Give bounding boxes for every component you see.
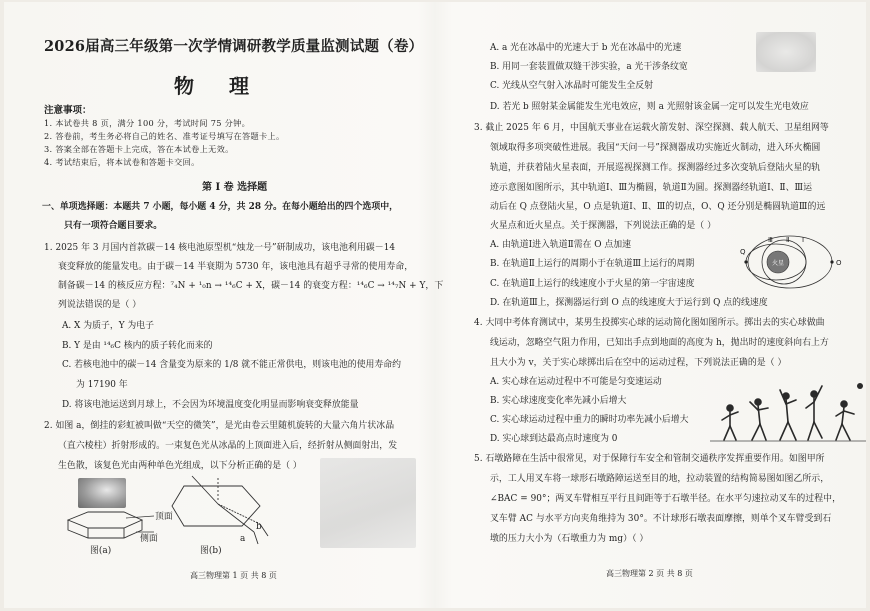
section-instruction: 只有一项符合题目要求。 [64,221,163,231]
planet-label: 火星 [772,260,785,267]
q3-stem: 轨道，并获着陆火星表面，开展巡视探测工作。探测器经过多次变轨后登陆火星的轨 [490,163,821,173]
orbit-diagram [740,230,858,296]
orbit-3-label: Ⅲ [768,236,773,244]
page-footer-left: 高三物理第 1 页 共 8 页 [190,571,277,580]
shot-put-figure [710,378,866,446]
point-q-label: Q [740,248,746,256]
q4-option-b[interactable]: B. 实心球速度变化率先减小后增大 [490,396,627,406]
right-column [444,2,866,608]
q4-option-a[interactable]: A. 实心球在运动过程中不可能是匀变速运动 [490,377,662,387]
q4-option-c[interactable]: C. 实心球运动过程中重力的瞬时功率先减小后增大 [490,415,689,425]
q1-option-c-cont: 为 17190 年 [76,380,128,390]
q3-stem: 动后在 Q 点登陆火星，O 点是轨道Ⅰ、Ⅱ、Ⅲ的切点，O、Q 还分别是椭圆轨道Ⅲ的远 [490,202,826,212]
q3-stem: 迹示意图如图所示，其中轨道Ⅰ、Ⅲ为椭圆，轨道Ⅱ为圆。探测器经轨道Ⅰ、Ⅱ、Ⅲ运 [490,183,813,193]
q2-option-b[interactable]: B. 用同一套装置做双缝干涉实验，a 光干涉条纹宽 [490,62,688,72]
q1-option-b[interactable]: B. Y 是由 ¹⁴₆C 核内的质子转化而来的 [62,341,213,351]
refraction-figure-b [164,474,274,546]
q1-option-a[interactable]: A. X 为质子，Y 为电子 [62,321,154,331]
q5-stem: ∠BAC = 90°；两叉车臂相互平行且间距等于石墩半径。在水平匀速拉动叉车的过程中， [490,494,841,504]
q2-stem: 生色散，该复色光由两种单色光组成，以下分析正确的是（ ） [58,461,302,471]
figure-a-caption: 图(a) [90,546,112,556]
left-column [4,2,444,608]
q1-option-d[interactable]: D. 将该电池运送到月球上，不会因为环境温度变化明显而影响衰变释放能量 [62,400,359,410]
q3-option-c[interactable]: C. 在轨道Ⅱ上运行的线速度小于火星的第一宇宙速度 [490,279,695,289]
q3-option-b[interactable]: B. 在轨道Ⅱ上运行的周期小于在轨道Ⅲ上运行的周期 [490,259,695,269]
section-instruction: 一、单项选择题：本题共 7 小题，每小题 4 分，共 28 分。在每小题给出的四个选项中， [42,202,399,212]
notice-item: 4. 考试结束后，将本试卷和答题卡交回。 [44,157,200,167]
top-face-label: 顶面 [155,512,173,522]
q5-stem: 示，工人用叉车将一球形石墩路障运送至目的地，拉动装置的结构简易图如图乙所示， [490,474,830,484]
notice-item: 3. 答案全部在答题卡上完成，答在本试卷上无效。 [44,144,234,154]
q5-stem: 墩的压力大小为（石墩重力为 mg）（ ） [490,534,649,544]
q3-stem: 火星点和近火星点。关于探测器，下列说法正确的是（ ） [490,221,716,231]
q2-option-c[interactable]: C. 光线从空气射入冰晶时可能发生全反射 [490,81,653,91]
q5-stem: 叉车臂 AC 与水平方向夹角维持为 30°。不计球形石墩表面摩擦，则单个叉车臂受到石 [490,514,832,524]
q1-stem: 制备碳－14 的核反应方程：⁷₄N + ¹₀n → ¹⁴₆C + X，碳－14 的衰变方程：¹⁴₆C → ¹⁴₇N + Y，下 [58,281,444,291]
crystal-photo [756,32,816,72]
sky-photo [320,458,416,548]
side-face-label: 侧面 [140,534,158,544]
orbit-1-label: Ⅰ [802,236,805,244]
q5-stem: 5. 石墩路障在生活中很常见，对于保障行车安全和管制交通秩序发挥重要作用。如图甲所 [474,454,825,464]
orbit-2-label: Ⅱ [786,236,790,244]
q3-option-d[interactable]: D. 在轨道Ⅲ上，探测器运行到 O 点的线速度大于运行到 Q 点的线速度 [490,298,768,308]
q3-option-a[interactable]: A. 由轨道Ⅰ进入轨道Ⅱ需在 O 点加速 [490,240,632,250]
figure-b-caption: 图(b) [200,546,222,556]
exam-paper [4,2,866,608]
exam-title: 2026届高三年级第一次学情调研教学质量监测试题（卷） [44,38,424,55]
q2-option-d[interactable]: D. 若光 b 照射某金属能发生光电效应，则 a 光照射该金属一定可以发生光电效应 [490,102,809,112]
q1-option-c[interactable]: C. 若核电池中的碳－14 含量变为原来的 1/8 就不能正常供电，则该电池的使用寿命约 [62,360,402,370]
q1-stem: 1. 2025 年 3 月国内首款碳－14 核电池原型机“烛龙一号”研制成功，该电池利用碳－14 [44,243,396,253]
q4-stem: 线运动，忽略空气阻力作用，已知出手点到地面的高度为 h，抛出时的速度斜向右上方 [490,338,829,348]
q1-stem: 列说法错误的是（ ） [58,300,142,310]
subject-title: 物 理 [174,74,263,98]
q2-stem: 2. 如图 a，倒挂的彩虹被叫做“天空的微笑”，是光由卷云里随机旋转的大量六角片状冰晶 [44,421,395,431]
q3-stem: 领域取得多项突破性进展。我国“天问一号”探测器成功实施近火制动，进入环火椭圆 [490,143,821,153]
notice-title: 注意事项： [44,105,92,116]
ray-b-label: b [256,522,262,532]
q3-stem: 3. 截止 2025 年 6 月，中国航天事业在运载火箭发射、深空探测、载人航天、卫星组网等 [474,123,829,133]
q4-stem: 4. 大同中考体育测试中，某男生投掷实心球的运动简化图如图所示。掷出去的实心球做曲 [474,318,825,328]
q2-stem: （直六棱柱）折射形成的。一束复色光从冰晶的上顶面进入后，经折射从侧面射出，发 [58,441,398,451]
q4-option-d[interactable]: D. 实心球到达最高点时速度为 0 [490,434,618,444]
q1-stem: 衰变释放的能量发电。由于碳－14 半衰期为 5730 年，该电池具有超乎寻常的使用寿命， [58,262,414,272]
ray-a-label: a [240,534,246,544]
section-title: 第 Ⅰ 卷 选择题 [202,182,268,193]
notice-item: 1. 本试卷共 8 页，满分 100 分，考试时间 75 分钟。 [44,118,251,128]
q4-stem: 且大小为 v，关于实心球掷出后在空中的运动过程，下列说法正确的是（ ） [490,358,787,368]
q2-option-a[interactable]: A. a 光在冰晶中的光速大于 b 光在冰晶中的光速 [490,43,682,53]
page-footer-right: 高三物理第 2 页 共 8 页 [606,569,693,578]
point-o-label: O [836,259,842,267]
notice-item: 2. 答卷前，考生务必将自己的姓名、准考证号填写在答题卡上。 [44,131,285,141]
